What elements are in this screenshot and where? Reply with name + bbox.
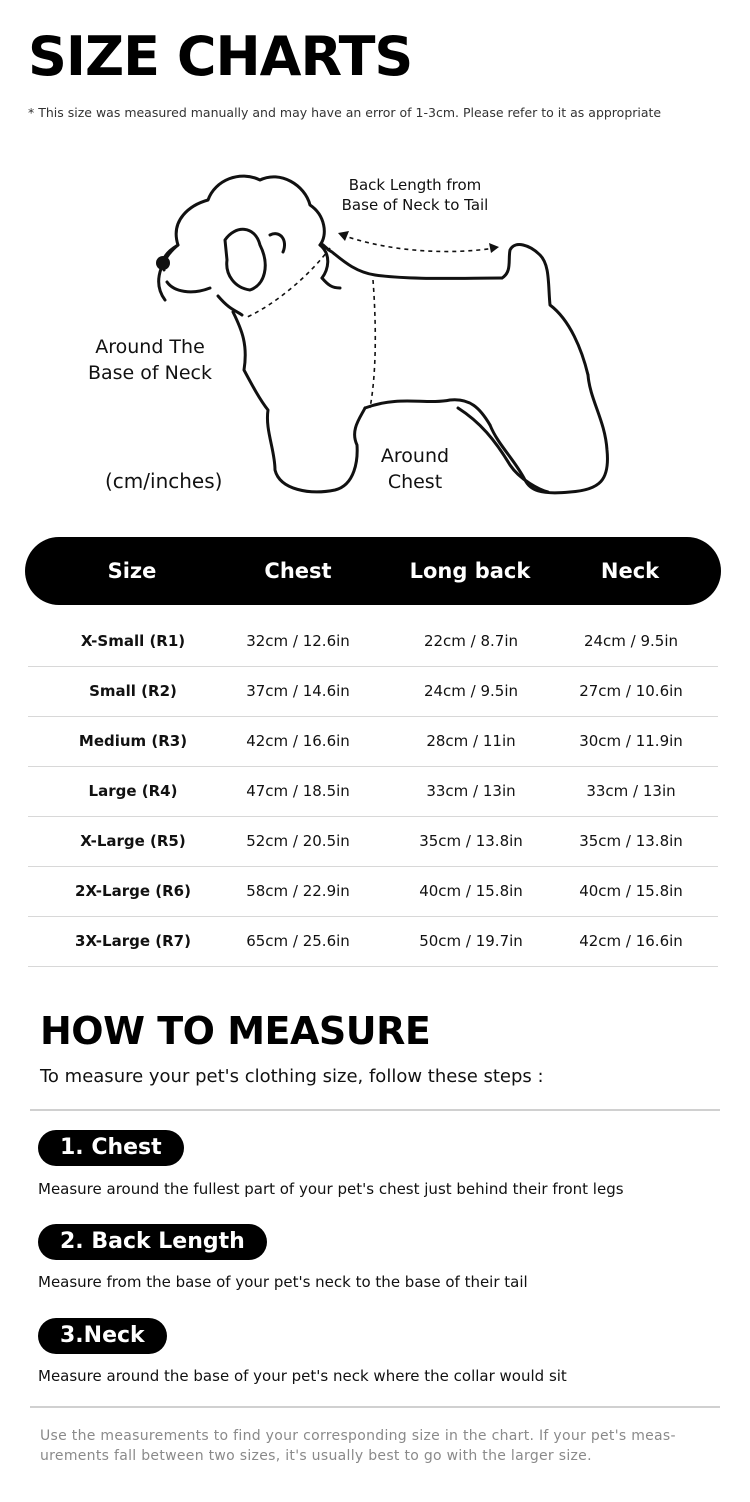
cell-neck: 42cm / 16.6in — [579, 932, 683, 950]
cell-long-back: 33cm / 13in — [426, 782, 516, 800]
cell-neck: 30cm / 11.9in — [579, 732, 683, 750]
neck-label-line1: Around The — [95, 336, 205, 358]
divider — [30, 1109, 720, 1111]
chest-label-line1: Around — [380, 445, 450, 467]
cell-neck: 24cm / 9.5in — [583, 632, 679, 650]
cell-size: Small (R2) — [89, 682, 177, 700]
step-chest-badge: 1. Chest — [38, 1130, 184, 1166]
size-table-header — [25, 537, 721, 605]
header-size: Size — [107, 559, 157, 583]
how-to-measure-title: HOW TO MEASURE — [40, 1009, 431, 1053]
footer-note — [40, 1427, 710, 1466]
cell-chest: 47cm / 18.5in — [246, 782, 350, 800]
cell-long-back: 22cm / 8.7in — [423, 632, 519, 650]
how-to-intro: To measure your pet's clothing size, follow these steps : — [40, 1066, 544, 1087]
cell-long-back: 28cm / 11in — [426, 732, 516, 750]
table-row — [28, 867, 718, 917]
size-table-body — [28, 617, 718, 967]
chest-label-line2: Chest — [387, 470, 443, 493]
cell-size: X-Small (R1) — [80, 632, 186, 650]
step-neck-badge: 3.Neck — [38, 1318, 167, 1354]
table-row — [28, 917, 718, 967]
header-chest: Chest — [264, 559, 332, 583]
footer-line1: Use the measurements to find your corresponding size in the chart. If your pet's meas- — [40, 1428, 676, 1444]
cell-long-back: 35cm / 13.8in — [419, 832, 523, 850]
step-neck-text: Measure around the base of your pet's neck where the collar would sit — [38, 1367, 567, 1385]
neck-label — [75, 335, 225, 386]
cell-chest: 42cm / 16.6in — [246, 732, 350, 750]
footer-line2: urements fall between two sizes, it's usually best to go with the larger size. — [40, 1447, 592, 1464]
table-row — [28, 717, 718, 767]
cell-long-back: 24cm / 9.5in — [423, 682, 519, 700]
page-title: SIZE CHARTS — [28, 25, 413, 88]
cell-long-back: 50cm / 19.7in — [419, 932, 523, 950]
cell-size: Large (R4) — [88, 782, 178, 800]
cell-chest: 37cm / 14.6in — [246, 682, 350, 700]
units-label: (cm/inches) — [105, 469, 223, 493]
cell-long-back: 40cm / 15.8in — [419, 882, 523, 900]
cell-size: Medium (R3) — [78, 732, 188, 750]
measurement-note: * This size was measured manually and may have an error of 1-3cm. Please refer to it as appropriate — [28, 105, 662, 120]
step-chest-text: Measure around the fullest part of your pet's chest just behind their front legs — [38, 1180, 624, 1198]
table-row — [28, 617, 718, 667]
dog-measurement-diagram — [70, 160, 630, 510]
cell-neck: 33cm / 13in — [586, 782, 676, 800]
back-length-label-line2: Base of Neck to Tail — [341, 196, 489, 215]
cell-size: X-Large (R5) — [80, 832, 186, 850]
table-row — [28, 667, 718, 717]
header-neck: Neck — [600, 559, 660, 583]
divider — [30, 1406, 720, 1408]
table-row — [28, 767, 718, 817]
cell-chest: 58cm / 22.9in — [246, 882, 350, 900]
chest-label — [370, 444, 460, 495]
table-row — [28, 817, 718, 867]
cell-chest: 65cm / 25.6in — [246, 932, 350, 950]
neck-label-line2: Base of Neck — [87, 361, 212, 384]
cell-chest: 32cm / 12.6in — [246, 632, 350, 650]
cell-neck: 27cm / 10.6in — [579, 682, 683, 700]
header-long-back: Long back — [409, 559, 531, 583]
step-back-length-text: Measure from the base of your pet's neck to the base of their tail — [38, 1273, 528, 1291]
back-length-label — [325, 175, 505, 216]
step-back-length-badge: 2. Back Length — [38, 1224, 267, 1260]
cell-size: 2X-Large (R6) — [75, 882, 191, 900]
back-length-label-line1: Back Length from — [348, 176, 482, 194]
cell-neck: 40cm / 15.8in — [579, 882, 683, 900]
cell-chest: 52cm / 20.5in — [246, 832, 350, 850]
cell-size: 3X-Large (R7) — [75, 932, 191, 950]
cell-neck: 35cm / 13.8in — [579, 832, 683, 850]
